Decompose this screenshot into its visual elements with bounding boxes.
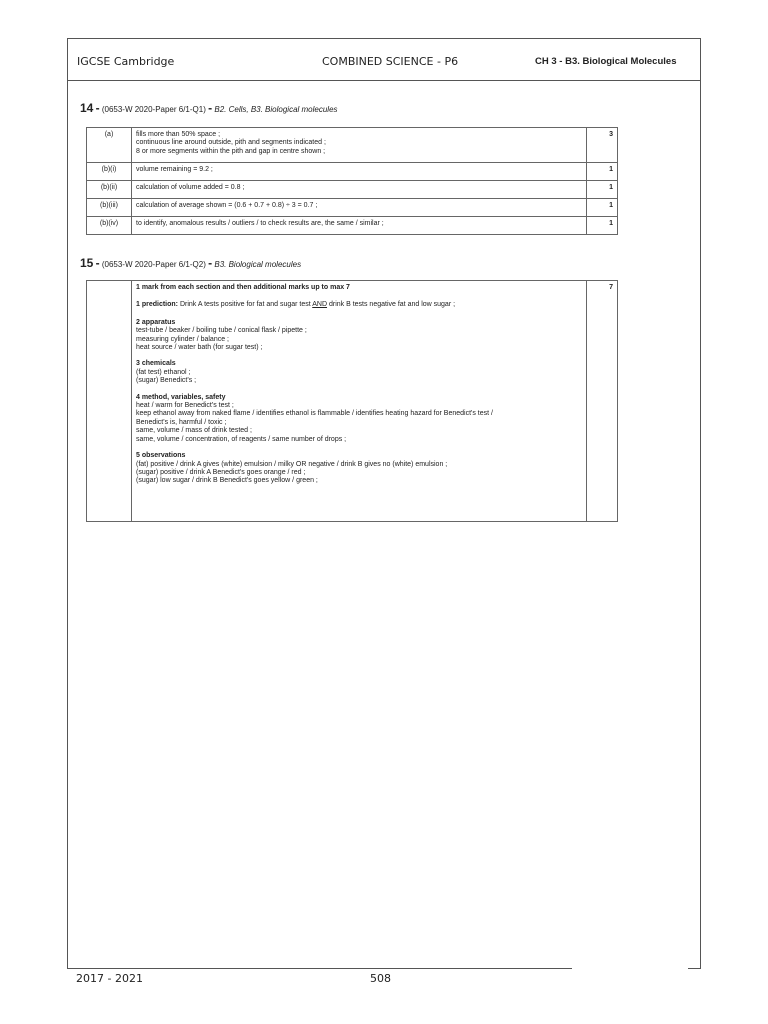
q14-part: (a) <box>87 128 132 163</box>
answer-text: Drink A tests positive for fat and sugar test <box>178 301 313 309</box>
footer-rule <box>67 968 572 969</box>
header-chapter: CH 3 - B3. Biological Molecules <box>535 56 677 67</box>
q15-mark-scheme-table <box>86 280 618 522</box>
answer-line: (fat test) ethanol ; <box>136 368 191 376</box>
answer-line: volume remaining = 9.2 ; <box>136 166 213 173</box>
q14-mark: 1 <box>587 181 618 199</box>
answer-line: fills more than 50% space ; <box>136 131 221 138</box>
header-rule <box>67 80 700 81</box>
answer-line: (sugar) positive / drink A Benedict's goes orange / red ; <box>136 468 306 476</box>
q15-ref: (0653-W 2020-Paper 6/1-Q2) <box>101 260 206 269</box>
footer-rule-right <box>688 968 700 969</box>
q14-dash: - <box>95 101 100 115</box>
q14-mark: 1 <box>587 217 618 235</box>
q14-ref: (0653-W 2020-Paper 6/1-Q1) <box>101 105 206 114</box>
q14-answer <box>132 163 587 181</box>
table-row <box>87 181 618 199</box>
page-number: 508 <box>370 972 391 985</box>
q14-topic: B2. Cells, B3. Biological molecules <box>214 105 338 114</box>
q15-section-chemicals-title: 3 chemicals <box>136 360 176 368</box>
q15-part <box>87 281 132 522</box>
q15-section-apparatus-title: 2 apparatus <box>136 318 176 326</box>
q15-dash2: - <box>208 256 213 270</box>
answer-text-underlined: AND <box>312 301 328 309</box>
q14-answer <box>132 199 587 217</box>
q15-section-prediction <box>136 301 582 309</box>
table-row <box>87 199 618 217</box>
q15-section-observations-title: 5 observations <box>136 452 186 460</box>
q15-mark: 7 <box>587 281 618 522</box>
q14-part: (b)(ii) <box>87 181 132 199</box>
q14-part: (b)(iv) <box>87 217 132 235</box>
q14-dash2: - <box>208 101 213 115</box>
q14-part: (b)(iii) <box>87 199 132 217</box>
q15-topic: B3. Biological molecules <box>214 260 302 269</box>
q15-number: 15 <box>80 256 94 270</box>
q14-mark: 3 <box>587 128 618 163</box>
answer-line: measuring cylinder / balance ; <box>136 335 229 343</box>
q15-section-method-title: 4 method, variables, safety <box>136 393 226 401</box>
answer-line: heat source / water bath (for sugar test) ; <box>136 344 263 352</box>
q14-answer <box>132 181 587 199</box>
q14-mark-scheme-table <box>86 127 618 235</box>
table-row <box>87 128 618 163</box>
answer-line: (fat) positive / drink A gives (white) emulsion / milky OR negative / drink B gives no (white) emulsion ; <box>136 460 448 468</box>
answer-line: test-tube / beaker / boiling tube / conical flask / pipette ; <box>136 327 307 335</box>
answer-line: Benedict's is, harmful / toxic ; <box>136 418 227 426</box>
header-subject: COMBINED SCIENCE - P6 <box>322 55 459 68</box>
answer-line: continuous line around outside, pith and segments indicated ; <box>136 139 326 147</box>
q14-answer <box>132 217 587 235</box>
answer-line: (sugar) low sugar / drink B Benedict's goes yellow / green ; <box>136 477 318 485</box>
answer-line: calculation of average shown = (0.6 + 0.7 + 0.8) ÷ 3 = 0.7 ; <box>136 202 318 209</box>
q15-answer <box>132 281 587 522</box>
answer-line: same, volume / mass of drink tested ; <box>136 427 252 435</box>
section-title: 1 prediction: <box>136 301 179 309</box>
q14-mark: 1 <box>587 199 618 217</box>
table-row <box>87 217 618 235</box>
table-row <box>87 163 618 181</box>
q14-mark: 1 <box>587 163 618 181</box>
q15-intro: 1 mark from each section and then additional marks up to max 7 <box>136 284 350 291</box>
header-course: IGCSE Cambridge <box>77 55 175 68</box>
q14-answer <box>132 128 587 163</box>
answer-line: keep ethanol away from naked flame / identifies ethanol is flammable / identifies heating hazard for Benedict's test / <box>136 410 493 418</box>
table-row <box>87 281 618 522</box>
answer-line: heat / warm for Benedict's test ; <box>136 402 234 410</box>
q14-number: 14 <box>80 101 94 115</box>
answer-line: (sugar) Benedict's ; <box>136 377 197 385</box>
q14-part: (b)(i) <box>87 163 132 181</box>
footer-years: 2017 - 2021 <box>76 972 143 985</box>
q15-heading <box>80 256 301 270</box>
answer-line: calculation of volume added = 0.8 ; <box>136 184 245 191</box>
answer-text: drink B tests negative fat and low sugar ; <box>327 301 456 309</box>
q15-dash: - <box>95 256 100 270</box>
q14-heading <box>80 101 338 115</box>
answer-line: to identify, anomalous results / outliers / to check results are, the same / similar ; <box>136 220 384 227</box>
answer-line: 8 or more segments within the pith and gap in centre shown ; <box>136 147 326 155</box>
answer-line: same, volume / concentration, of reagents / same number of drops ; <box>136 435 347 443</box>
